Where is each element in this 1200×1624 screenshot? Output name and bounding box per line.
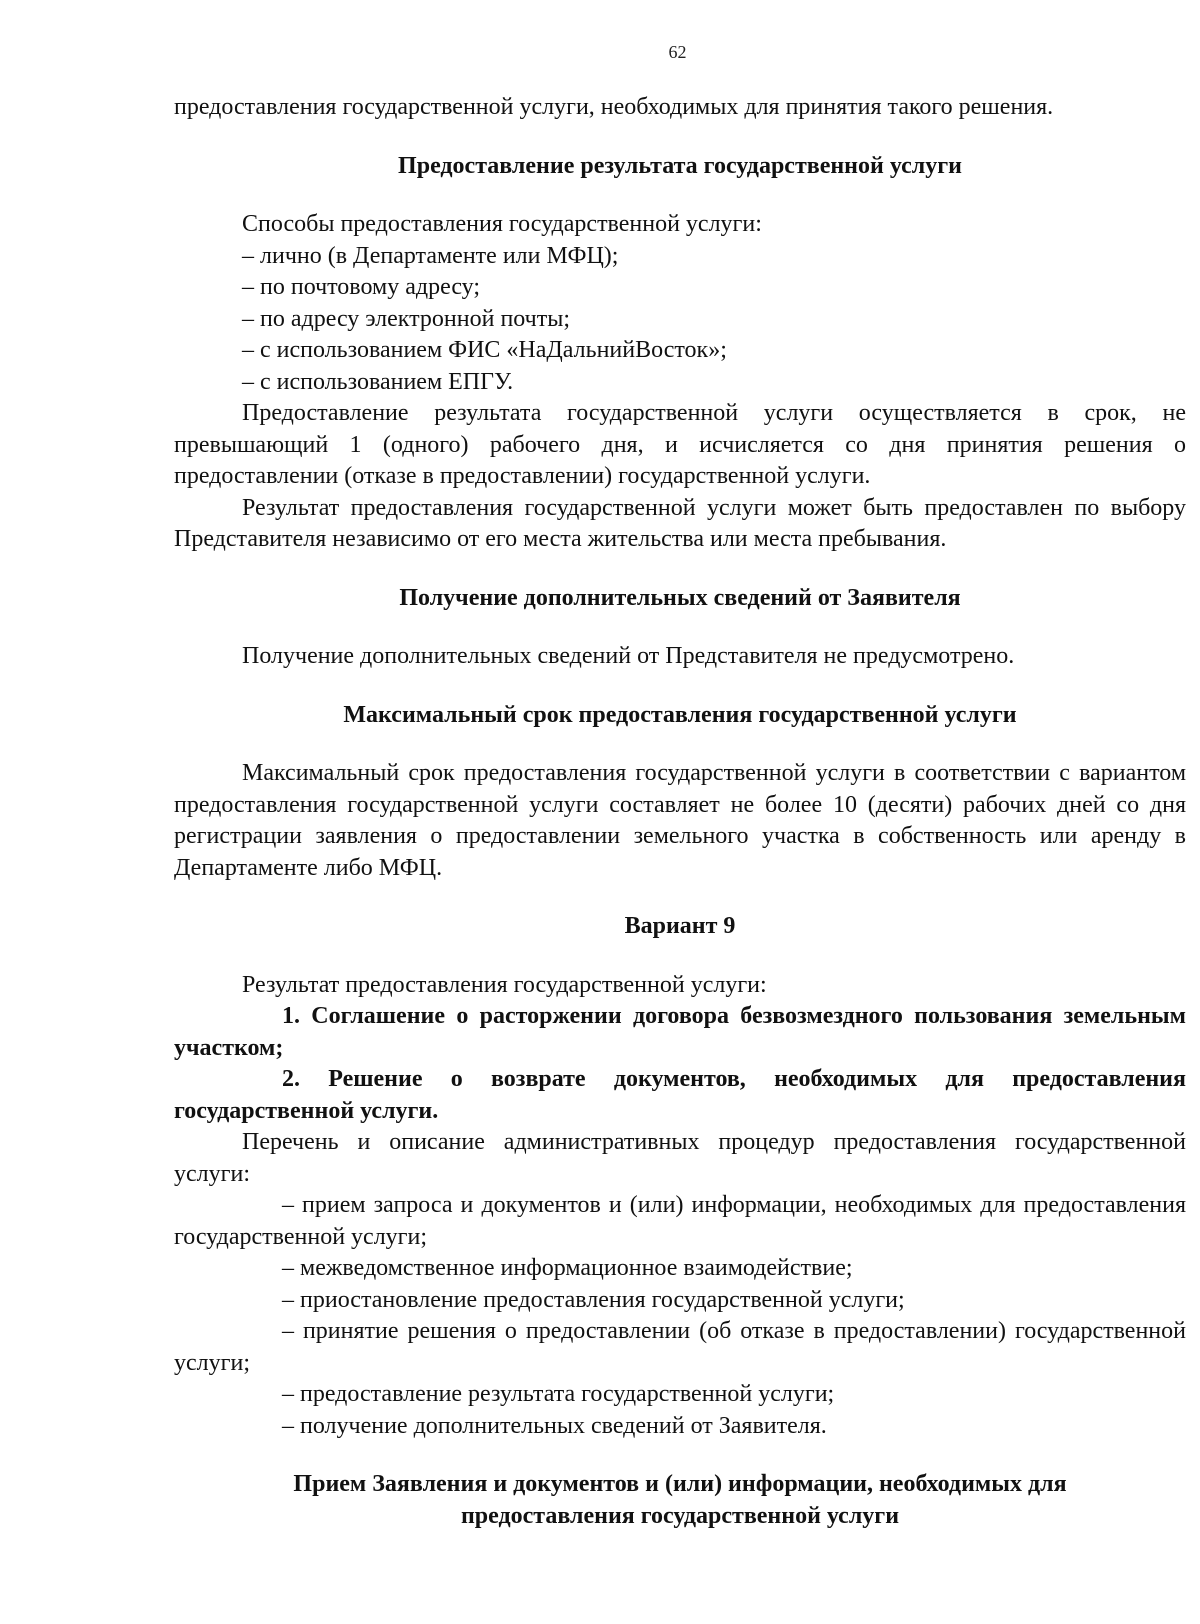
procedure-item: – принятие решения о предоставлении (об отказе в предоставлении) государственной услуги; xyxy=(174,1318,1186,1376)
method-item: – лично (в Департаменте или МФЦ); xyxy=(242,242,619,269)
section-heading-variant: Вариант 9 xyxy=(624,913,736,939)
result-choice-paragraph: Результат предоставления государственной услуги может быть предоставлен по выбору Представителя независимо от его места жительства или места пребывания. xyxy=(174,494,1186,552)
procedure-item: – приостановление предоставления государственной услуги; xyxy=(282,1286,905,1313)
method-item: – с использованием ФИС «НаДальнийВосток»; xyxy=(242,337,727,363)
variant-result-item: 2. Решение о возврате документов, необходимых для предоставления государственной услуги. xyxy=(174,1066,1186,1124)
variant-result-title: Результат предоставления государственной услуги: xyxy=(242,971,767,998)
intro-line: предоставления государственной услуги, необходимых для принятия такого решения. xyxy=(174,94,1054,120)
section-heading-application: Прием Заявления и документов и (или) информации, необходимых для предоставления государственной услуги xyxy=(293,1471,1067,1529)
variant-result-item: 1. Соглашение о расторжении договора безвозмездного пользования земельным участком; xyxy=(174,1003,1186,1061)
procedure-item: – прием запроса и документов и (или) информации, необходимых для предоставления государственной услуги; xyxy=(174,1192,1186,1250)
document-body xyxy=(174,92,1186,1532)
method-item: – по почтовому адресу; xyxy=(242,274,481,300)
method-item: – с использованием ЕПГУ. xyxy=(242,368,514,395)
page-number: 62 xyxy=(668,42,687,62)
section-heading-result: Предоставление результата государственной услуги xyxy=(398,152,962,179)
section-heading-max-term: Максимальный срок предоставления государственной услуги xyxy=(343,701,1017,728)
procedure-item: – межведомственное информационное взаимодействие; xyxy=(282,1255,853,1281)
methods-title: Способы предоставления государственной услуги: xyxy=(242,211,762,237)
additional-info-paragraph: Получение дополнительных сведений от Представителя не предусмотрено. xyxy=(242,643,1015,669)
procedure-item: – предоставление результата государственной услуги; xyxy=(282,1381,835,1407)
procedure-item: – получение дополнительных сведений от Заявителя. xyxy=(282,1412,827,1439)
result-term-paragraph: Предоставление результата государственной услуги осуществляется в срок, не превышающий 1 (одного) рабочего дня, и исчисляется со дня принятия решения о предоставлении (отказе в предоставлении) государственной услуги. xyxy=(174,400,1186,489)
method-item: – по адресу электронной почты; xyxy=(242,305,571,332)
section-heading-additional-info: Получение дополнительных сведений от Заявителя xyxy=(399,584,961,611)
max-term-paragraph: Максимальный срок предоставления государственной услуги в соответствии с вариантом предоставления государственной услуги составляет не более 10 (десяти) рабочих дней со дня регистрации заявления о предоставлении земельного участка в собственность или аренду в Департаменте либо МФЦ. xyxy=(174,760,1186,881)
procedures-title: Перечень и описание административных процедур предоставления государственной услуги: xyxy=(174,1129,1186,1187)
